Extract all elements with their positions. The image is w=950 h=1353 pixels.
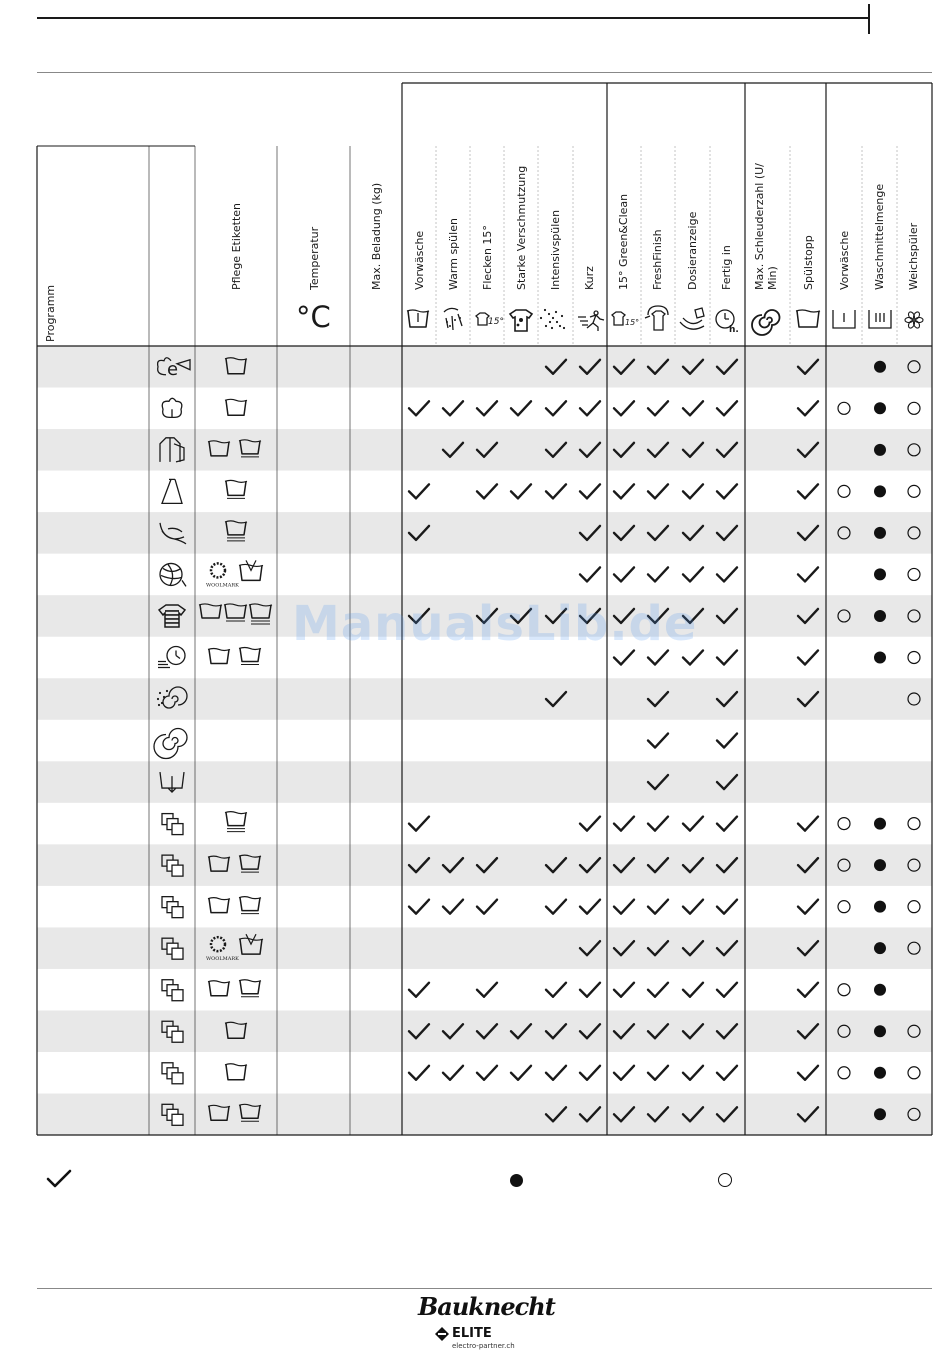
check-mark [511,401,531,415]
green-clean-15-icon [612,312,639,327]
check-mark [580,900,600,914]
check-mark [409,983,429,997]
empty-circle [838,901,850,913]
check-mark [683,650,703,664]
header-dosieranzeige: Dosieranzeige [686,211,699,290]
check-mark [683,817,703,831]
header-schleuderzahl: Max. Schleuderzahl (U/ Min) [753,163,779,290]
check-mark [614,484,634,498]
filled-dot [874,485,886,497]
check-mark [648,734,668,748]
check-mark [683,900,703,914]
filled-dot-icon [510,1174,523,1187]
check-mark [683,983,703,997]
check-mark [409,484,429,498]
check-mark [614,983,634,997]
check-mark [546,900,566,914]
filled-dot [874,402,886,414]
check-mark [717,567,737,581]
svg-text:h.: h. [729,325,739,335]
empty-circle [908,651,920,663]
prewash-icon [407,310,429,327]
freshfinish-icon [645,306,668,330]
header-programm: Programm [44,284,57,342]
check-mark [477,900,497,914]
svg-text:e: e [167,358,179,380]
brand-logo [418,1292,555,1350]
dosing-icon [680,308,704,329]
multi-icon [162,1063,183,1084]
check-mark [717,650,737,664]
filled-dot [874,901,886,913]
header-vorwaesche: Vorwäsche [413,230,426,290]
check-mark [798,900,818,914]
brand-name: Bauknecht [418,1292,555,1321]
check-mark [477,1066,497,1080]
header-fertig-in: Fertig in [720,245,733,290]
care-label-woolmark [206,560,263,588]
filled-dot [874,527,886,539]
check-mark [477,983,497,997]
empty-circle [908,818,920,830]
check-mark [717,1066,737,1080]
care-label-one-tub [225,1064,247,1080]
heavy-soil-icon [510,310,532,331]
check-mark [546,983,566,997]
check-mark [717,734,737,748]
empty-circle [908,568,920,580]
empty-circle [908,402,920,414]
care-label-one-tub-line [225,480,247,498]
empty-circle [838,818,850,830]
check-mark [683,1066,703,1080]
empty-circle [908,485,920,497]
wool-icon [160,563,186,586]
filled-dot [874,984,886,996]
check-mark [546,401,566,415]
finish-in-icon [716,310,739,335]
header-intensivspuelen: Intensivspülen [549,209,562,290]
header-pflege: Pflege Etiketten [230,202,243,290]
check-mark-icon [46,1168,72,1190]
svg-text:WOOLMARK: WOOLMARK [206,956,239,963]
check-mark [443,401,463,415]
care-label-two-tubs [208,897,261,914]
check-mark [648,650,668,664]
check-mark [614,1066,634,1080]
header-freshfinish: FreshFinish [651,229,664,290]
check-mark [477,401,497,415]
header-temperatur: Temperatur [308,226,321,290]
check-mark [798,817,818,831]
check-mark [798,567,818,581]
header-green-clean: 15° Green&Clean [617,193,630,290]
check-mark [798,484,818,498]
empty-circle [838,984,850,996]
filled-dot [874,942,886,954]
footer-rule [37,1288,932,1289]
elite-emblem-icon [434,1326,450,1342]
stain-15-icon [476,313,504,327]
svg-text:15°: 15° [488,317,504,327]
check-mark [614,900,634,914]
rinse-hold-icon [796,310,820,327]
empty-circle [838,402,850,414]
check-mark [683,567,703,581]
empty-circle-icon [718,1173,732,1187]
check-mark [546,484,566,498]
check-mark [409,900,429,914]
check-mark [614,817,634,831]
filled-dot [874,568,886,580]
care-label-two-tubs [208,980,261,997]
intensive-rinse-icon [540,309,565,329]
check-mark [648,983,668,997]
filled-dot [874,610,886,622]
check-mark [580,484,600,498]
check-mark [717,484,737,498]
header-kurz: Kurz [583,266,596,290]
filled-dot [874,444,886,456]
check-mark [717,900,737,914]
header-beladung: Max. Beladung (kg) [370,182,383,290]
check-mark [683,401,703,415]
filled-dot [874,1108,886,1120]
synthetic-icon [162,479,182,503]
care-label-one-tub [225,399,247,415]
check-mark [717,401,737,415]
check-mark [580,983,600,997]
multi-icon [162,814,183,835]
empty-circle [838,485,850,497]
cotton-icon [162,398,182,417]
softener-icon [905,311,923,329]
check-mark [648,484,668,498]
check-mark [614,567,634,581]
filled-dot [874,361,886,373]
check-mark [409,1066,429,1080]
care-label-one-tub-2lines [225,812,247,832]
quick-icon [578,311,604,331]
header-spuelstopp: Spülstopp [802,235,815,290]
empty-circle [908,901,920,913]
check-mark [798,401,818,415]
check-mark [477,484,497,498]
header-flecken: Flecken 15° [481,225,494,290]
empty-circle [838,1067,850,1079]
brand-sub: electro-partner.ch [452,1342,515,1350]
quick-wash-icon [158,646,185,667]
check-mark [580,817,600,831]
check-mark [511,1066,531,1080]
warm-rinse-icon [444,308,462,330]
check-mark [409,817,429,831]
svg-text:15°: 15° [625,318,640,327]
celsius-symbol: °C [296,300,331,334]
header-vorwaesche-fach: Vorwäsche [838,230,851,290]
row-shade [37,761,932,803]
brand-elite: ELITE [452,1326,492,1341]
multi-icon [162,980,183,1001]
filled-dot [874,818,886,830]
check-mark [648,401,668,415]
detergent-tray-icon [869,310,891,328]
header-starke-verschmutzung: Starke Verschmutzung [515,165,528,290]
check-mark [580,401,600,415]
filled-dot [874,1067,886,1079]
filled-dot [874,859,886,871]
multi-icon [162,897,183,918]
check-mark [648,1066,668,1080]
check-mark [580,567,600,581]
header-weichspueler: Weichspüler [907,222,920,290]
check-mark [580,1066,600,1080]
header-warm-spuelen: Warm spülen [447,218,460,290]
care-label-two-tubs [208,647,261,664]
check-mark [511,484,531,498]
check-mark [443,900,463,914]
watermark: ManualsLib.de [292,596,698,652]
spin-icon [752,310,780,335]
check-mark [798,650,818,664]
filled-dot [874,651,886,663]
spin-prog-icon [154,729,187,759]
check-mark [798,1066,818,1080]
check-mark [683,484,703,498]
check-mark [614,401,634,415]
check-mark [443,1066,463,1080]
check-mark [798,983,818,997]
prewash-tray-icon [833,310,855,328]
check-mark [648,900,668,914]
check-mark [717,983,737,997]
empty-circle [908,1067,920,1079]
header-waschmittelmenge: Waschmittelmenge [873,183,886,290]
svg-text:WOOLMARK: WOOLMARK [206,582,239,589]
check-mark [717,817,737,831]
check-mark [614,650,634,664]
check-mark [648,817,668,831]
check-mark [648,567,668,581]
filled-dot [874,1025,886,1037]
check-mark [546,1066,566,1080]
check-mark [409,401,429,415]
